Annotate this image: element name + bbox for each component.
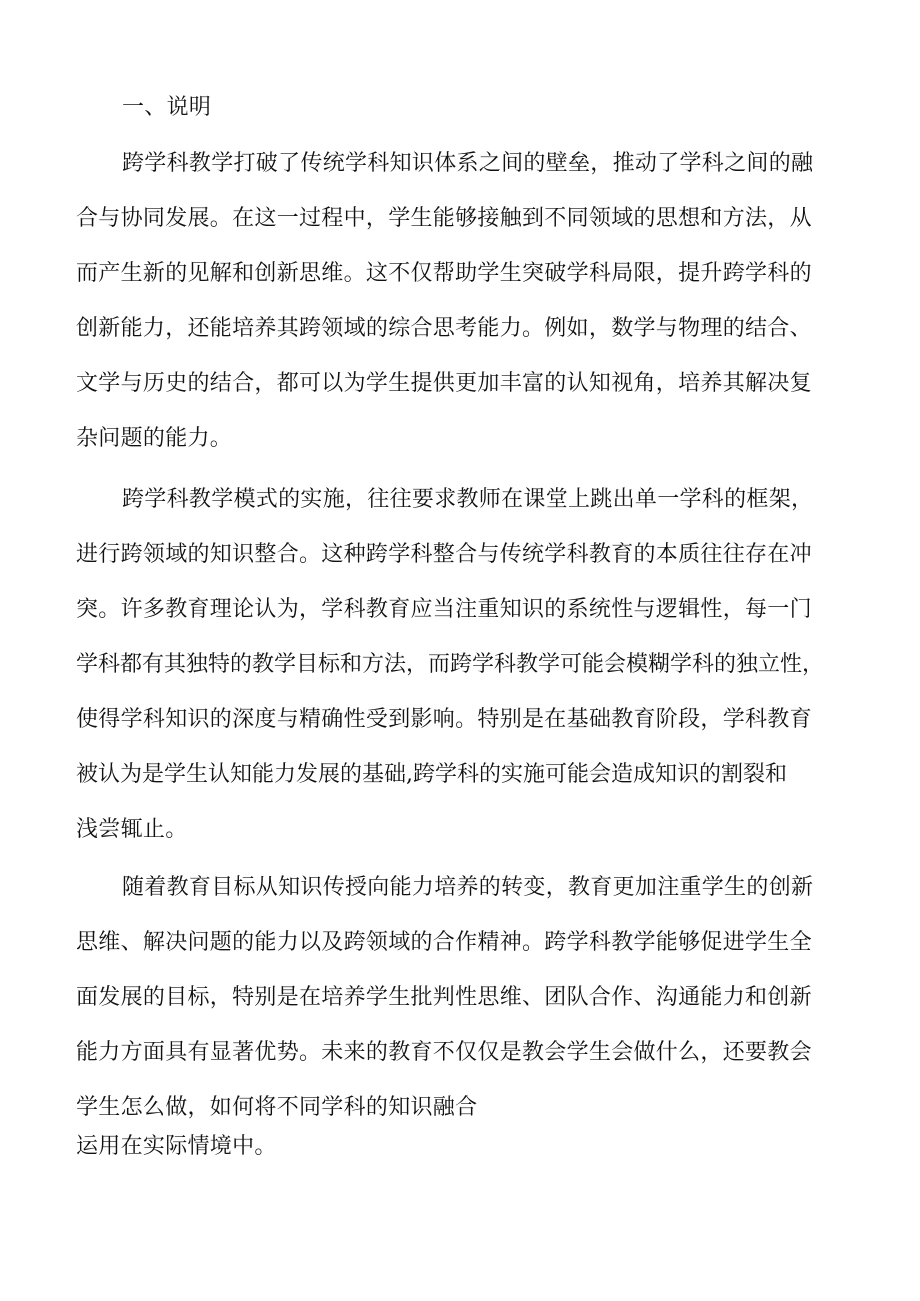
paragraph-3-line-6: 运用在实际情境中。 — [76, 1134, 277, 1159]
paragraph-2-line-7: 浅尝辄止。 — [76, 817, 188, 842]
paragraph-2-line-4: 学科都有其独特的教学目标和方法，而跨学科教学可能会模糊学科的独立性， — [76, 652, 825, 677]
paragraph-1-line-1: 跨学科教学打破了传统学科知识体系之间的壁垒，推动了学科之间的融 — [122, 151, 814, 176]
paragraph-3-line-5: 学生怎么做，如何将不同学科的知识融合 — [76, 1095, 478, 1120]
paragraph-1-line-4: 创新能力，还能培养其跨领域的综合思考能力。例如，数学与物理的结合、 — [76, 316, 812, 341]
paragraph-1-line-3: 而产生新的见解和创新思维。这不仅帮助学生突破学科局限，提升跨学科的 — [76, 261, 812, 286]
section-heading: 一、说明 — [122, 95, 212, 120]
paragraph-2-line-3: 突。许多教育理论认为，学科教育应当注重知识的系统性与逻辑性，每一门 — [76, 597, 812, 622]
paragraph-3-line-2: 思维、解决问题的能力以及跨领域的合作精神。跨学科教学能够促进学生全 — [76, 930, 812, 955]
paragraph-1-line-5: 文学与历史的结合，都可以为学生提供更加丰富的认知视角，培养其解决复 — [76, 371, 812, 396]
paragraph-2-line-6: 被认为是学生认知能力发展的基础,跨学科的实施可能会造成知识的割裂和 — [76, 762, 787, 787]
paragraph-3-line-1: 随着教育目标从知识传授向能力培养的转变，教育更加注重学生的创新 — [122, 875, 814, 900]
paragraph-3-line-4: 能力方面具有显著优势。未来的教育不仅仅是教会学生会做什么，还要教会 — [76, 1040, 812, 1065]
paragraph-2-line-1: 跨学科教学模式的实施，往往要求教师在课堂上跳出单一学科的框架， — [122, 487, 814, 512]
paragraph-3-line-3: 面发展的目标，特别是在培养学生批判性思维、团队合作、沟通能力和创新 — [76, 985, 812, 1010]
paragraph-1-line-6: 杂问题的能力。 — [76, 426, 233, 451]
paragraph-2-line-5: 使得学科知识的深度与精确性受到影响。特别是在基础教育阶段，学科教育 — [76, 707, 812, 732]
paragraph-1-line-2: 合与协同发展。在这一过程中，学生能够接触到不同领域的思想和方法，从 — [76, 206, 812, 231]
paragraph-2-line-2: 进行跨领域的知识整合。这种跨学科整合与传统学科教育的本质往往存在冲 — [76, 542, 812, 567]
